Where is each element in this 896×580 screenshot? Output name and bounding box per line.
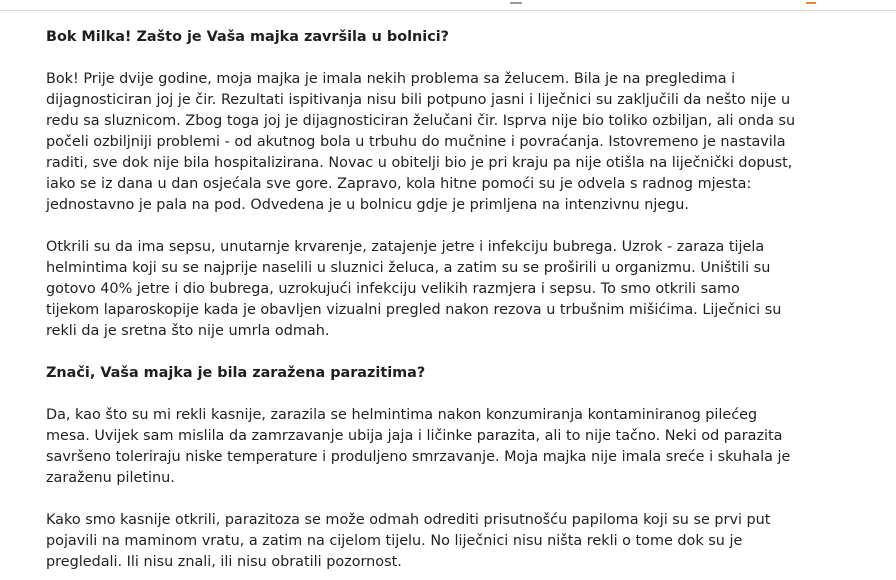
interview-answer-paragraph bbox=[46, 69, 796, 216]
interview-article bbox=[46, 27, 796, 580]
cropped-glyph bbox=[510, 0, 522, 4]
text-line: helmintima koji su se najprije naselili u sluznici želuca, a zatim su se proširili u organizmu. Uništili su bbox=[46, 260, 771, 276]
text-line: Da, kao što su mi rekli kasnije, zarazila se helmintima nakon konzumiranja kontaminiranog pilećeg bbox=[46, 407, 758, 423]
text-line: gotovo 40% jetre i dio bubrega, uzrokujući infekciju velikih razmjera i sepsu. To smo otkrili samo bbox=[46, 281, 740, 297]
text-line: dijagnosticiran joj je čir. Rezultati ispitivanja nisu bili potpuno jasni i liječnici su zaključili da nešto nije u bbox=[46, 92, 791, 108]
interview-question bbox=[46, 27, 786, 48]
text-line: mesa. Uvijek sam mislila da zamrzavanje ubija jaja i ličinke parazita, ali to nije tačno. Neki od parazita bbox=[46, 428, 783, 444]
text-line: Bok! Prije dvije godine, moja majka je imala nekih problema sa želucem. Bila je na pregledima i bbox=[46, 71, 736, 87]
text-line: Bok Milka! Zašto je Vaša majka završila u bolnici? bbox=[46, 29, 450, 45]
text-line: jednostavno je pala na pod. Odvedena je u bolnicu gdje je primljena na intenzivnu njegu. bbox=[46, 197, 689, 213]
text-line: iako se iz dana u dan osjećala sve gore. Zapravo, kola hitne pomoći su je odvela s radnog mjesta: bbox=[46, 176, 752, 192]
interview-answer-paragraph bbox=[46, 510, 786, 573]
text-line: redu sa sluznicom. Zbog toga joj je dijagnosticiran želučani čir. Isprva nije bio toliko ozbiljan, ali onda su bbox=[46, 113, 796, 129]
text-line: zaraženu piletinu. bbox=[46, 470, 175, 486]
text-line: Otkrili su da ima sepsu, unutarnje krvarenje, zatajenje jetre i infekciju bubrega. Uzrok - zaraza tijela bbox=[46, 239, 765, 255]
text-line: pojavili na maminom vratu, a zatim na cijelom tijelu. No liječnici nisu ništa rekli o tome dok su je bbox=[46, 533, 743, 549]
text-line: tijekom laparoskopije kada je obavljen vizualni pregled nakon rezova u trbušnim mišićima. Liječnici su bbox=[46, 302, 782, 318]
interview-answer-paragraph bbox=[46, 405, 791, 489]
text-line: savršeno toleriraju niske temperature i produljeno smrzavanje. Moja majka nije imala sreće i skuhala je bbox=[46, 449, 791, 465]
text-line: pregledali. Ili nisu znali, ili nisu obratili pozornost. bbox=[46, 554, 402, 570]
text-line: počeli ozbiljniji problemi - od akutnog bola u trbuhu do mučnine i povraćanja. Istovremeno je nastavila bbox=[46, 134, 786, 150]
text-line: raditi, sve dok nije bila hospitalizirana. Novac u obitelji bio je pri kraju pa nije otišla na liječnički dopust, bbox=[46, 155, 793, 171]
interview-question bbox=[46, 363, 786, 384]
text-line: Znači, Vaša majka je bila zaražena parazitima? bbox=[46, 365, 426, 381]
top-page-edge bbox=[0, 0, 896, 11]
interview-answer-paragraph bbox=[46, 237, 786, 342]
text-line: Kako smo kasnije otkrili, parazitoza se može odmah odrediti prisutnošću papiloma koji su se prvi put bbox=[46, 512, 771, 528]
text-line: rekli da je sretna što nije umrla odmah. bbox=[46, 323, 330, 339]
cropped-icon bbox=[806, 0, 816, 4]
